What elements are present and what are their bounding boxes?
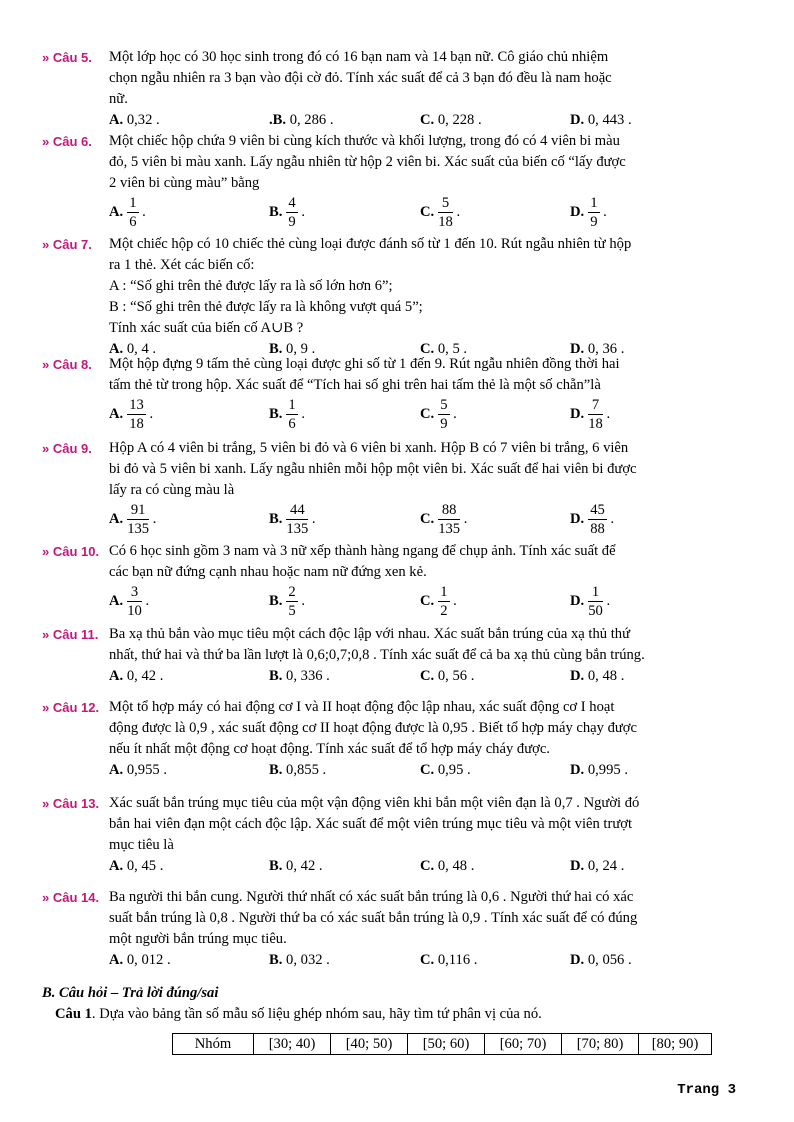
fraction-numerator: 4 xyxy=(288,195,296,211)
question-tag: » Câu 7. xyxy=(42,237,92,252)
fraction xyxy=(588,501,607,538)
answer-options xyxy=(109,856,742,878)
option-label: B. xyxy=(269,668,283,684)
fraction-denominator: 9 xyxy=(590,214,598,230)
table-cell: [70; 80) xyxy=(562,1034,639,1055)
option-label: C. xyxy=(420,341,435,357)
option-label: C. xyxy=(420,204,435,220)
option-label: D. xyxy=(570,668,585,684)
fraction-numerator: 44 xyxy=(286,501,308,520)
option-label: A. xyxy=(109,204,124,220)
answer-options xyxy=(109,760,742,782)
question-text-line: 2 viên bi cùng màu” bằng xyxy=(109,175,260,191)
option-value: 0, 286 . xyxy=(289,112,334,128)
question-text-line: Ba xạ thủ bắn vào mục tiêu một cách độc lập với nhau. Xác suất bắn trúng của xạ thủ thứ xyxy=(109,626,630,642)
option-value: 0, 228 . xyxy=(437,112,482,128)
question-tag: » Câu 9. xyxy=(42,441,92,456)
option-label: A. xyxy=(109,668,124,684)
answer-option[interactable]: B. $\frac{4}{9}$ . xyxy=(269,195,305,230)
question-text-line: bắn hai viên đạn một cách độc lập. Xác suất để một viên trúng mục tiêu và một viên trượt xyxy=(109,816,633,832)
answer-options xyxy=(109,194,742,236)
option-label: B. xyxy=(269,952,283,968)
fraction-denominator: 135 xyxy=(438,521,461,537)
table-cell: [40; 50) xyxy=(331,1034,408,1055)
option-label: C. xyxy=(420,112,435,128)
fraction xyxy=(588,396,603,433)
option-value: 0, 012 . xyxy=(126,952,171,968)
fraction xyxy=(438,583,449,620)
answer-options xyxy=(109,583,742,625)
fraction-numerator: 3 xyxy=(127,583,142,602)
question-8 xyxy=(42,354,742,438)
option-label: B. xyxy=(269,511,283,527)
answer-option[interactable]: D. $\frac{1}{50}$ . xyxy=(570,584,611,619)
fraction-denominator: 18 xyxy=(588,416,603,432)
fraction xyxy=(588,583,603,620)
option-value: 0, 56 . xyxy=(437,668,475,684)
fraction-numerator: 88 xyxy=(438,501,460,520)
question-text-line: Có 6 học sinh gồm 3 nam và 3 nữ xếp thành hàng ngang để chụp ảnh. Tính xác suất để xyxy=(109,543,616,559)
fraction-numerator: 7 xyxy=(588,396,603,415)
answer-option[interactable] xyxy=(570,856,624,877)
question-text-line: Một chiếc hộp chứa 9 viên bi cùng kích thước và khối lượng, trong đó có 4 viên bi màu xyxy=(109,133,620,149)
question-14 xyxy=(42,887,742,972)
question-text-line: A : “Số ghi trên thẻ được lấy ra là số lớn hơn 6”; xyxy=(109,278,393,294)
question-text-line: suất bắn trúng là 0,8 . Người thứ ba có xác suất bắn trúng là 0,9 . Tính xác suất để có đúng xyxy=(109,910,638,926)
fraction-denominator: 9 xyxy=(288,214,296,230)
answer-options xyxy=(109,110,742,132)
answer-option[interactable]: C. $\frac{5}{18}$ . xyxy=(420,195,461,230)
answer-option[interactable]: B. $\frac{1}{6}$ . xyxy=(269,397,305,432)
option-label: B. xyxy=(269,204,283,220)
question-text-line: mục tiêu là xyxy=(109,837,174,853)
option-label: A. xyxy=(109,858,124,874)
fraction xyxy=(286,194,297,231)
question-text-line: bi đỏ và 5 viên bi xanh. Lấy ngẫu nhiên mỗi hộp một viên bi. Xác suất để hai viên bi được xyxy=(109,461,637,477)
question-text-line: B : “Số ghi trên thẻ được lấy ra là không vượt quá 5”; xyxy=(109,299,423,315)
question-text-line: tấm thẻ từ trong hộp. Xác suất để “Tích hai số ghi trên hai tấm thẻ là một số chẵn”là xyxy=(109,377,601,393)
table-row xyxy=(173,1034,712,1055)
fraction-numerator: 1 xyxy=(129,195,137,211)
question-text-line: đỏ, 5 viên bi màu xanh. Lấy ngẫu nhiên từ hộp 2 viên bi. Xác suất của biến cố “lấy được xyxy=(109,154,626,170)
answer-option[interactable] xyxy=(109,666,163,687)
option-label: D. xyxy=(570,762,585,778)
answer-option[interactable] xyxy=(420,666,474,687)
question-text-line: nếu ít nhất một động cơ hoạt động. Tính xác suất để tổ hợp máy cháy được. xyxy=(109,741,550,757)
answer-options xyxy=(109,396,742,438)
option-label: .B. xyxy=(269,112,287,128)
question-tag: » Câu 6. xyxy=(42,134,92,149)
fraction xyxy=(127,583,142,620)
answer-option[interactable]: D. $\frac{7}{18}$ . xyxy=(570,397,611,432)
fraction xyxy=(127,194,138,231)
option-value: 0, 4 . xyxy=(126,341,157,357)
answer-option[interactable] xyxy=(570,110,632,131)
option-label: A. xyxy=(109,762,124,778)
question-13 xyxy=(42,793,742,878)
question-text-line: nhất, thứ hai và thứ ba lần lượt là 0,6;0,7;0,8 . Tính xác suất để cả ba xạ thủ cùng bắn trúng. xyxy=(109,647,645,663)
page-number: Trang 3 xyxy=(677,1082,736,1098)
table-cell: [50; 60) xyxy=(408,1034,485,1055)
fraction xyxy=(127,396,146,433)
option-value: 0, 056 . xyxy=(587,952,632,968)
fraction xyxy=(588,194,599,231)
option-label: B. xyxy=(269,406,283,422)
fraction-numerator: 1 xyxy=(590,195,598,211)
answer-option[interactable] xyxy=(420,110,482,131)
question-text-line: Một tổ hợp máy có hai động cơ I và II hoạt động độc lập nhau, xác suất động cơ I hoạt xyxy=(109,699,615,715)
fraction xyxy=(438,396,449,433)
answer-option[interactable] xyxy=(109,950,171,971)
option-label: D. xyxy=(570,112,585,128)
answer-option[interactable] xyxy=(269,950,330,971)
option-value: 0, 48 . xyxy=(587,668,625,684)
fraction xyxy=(438,194,453,231)
fraction xyxy=(438,501,460,538)
option-label: B. xyxy=(269,593,283,609)
answer-option[interactable]: C. $\frac{1}{2}$ . xyxy=(420,584,457,619)
answer-option[interactable] xyxy=(570,760,628,781)
option-value: 0,855 . xyxy=(286,762,327,778)
option-label: C. xyxy=(420,511,435,527)
option-value: 0, 336 . xyxy=(286,668,330,684)
question-tag: » Câu 14. xyxy=(42,890,100,905)
answer-option[interactable]: B. $\frac{2}{5}$ . xyxy=(269,584,305,619)
answer-option[interactable] xyxy=(420,760,471,781)
option-label: D. xyxy=(570,952,585,968)
answer-option[interactable]: A. $\frac{13}{18}$ . xyxy=(109,397,154,432)
question-tag: » Câu 11. xyxy=(42,627,99,642)
option-value: 0,995 . xyxy=(587,762,628,778)
answer-option[interactable] xyxy=(420,856,474,877)
option-label: D. xyxy=(570,341,585,357)
answer-options xyxy=(109,950,742,972)
option-value: 0, 032 . xyxy=(286,952,330,968)
question-5 xyxy=(42,47,742,132)
option-label: C. xyxy=(420,668,435,684)
option-label: B. xyxy=(269,858,283,874)
frequency-table xyxy=(172,1033,712,1055)
answer-option[interactable] xyxy=(269,110,333,131)
question-6 xyxy=(42,131,742,236)
answer-option[interactable]: B. $\frac{44}{135}$ . xyxy=(269,502,316,537)
answer-option[interactable] xyxy=(570,666,624,687)
question-text-line: Tính xác suất của biến cố A∪B ? xyxy=(109,320,304,336)
section-title: B. Câu hỏi – Trả lời đúng/sai xyxy=(42,985,219,1001)
option-value: 0, 443 . xyxy=(587,112,632,128)
option-label: B. xyxy=(269,341,283,357)
answer-option[interactable] xyxy=(109,760,167,781)
question-1-text: . Dựa vào bảng tần số mẫu số liệu ghép nhóm sau, hãy tìm tứ phân vị của nó. xyxy=(91,1006,542,1022)
question-text-line: các bạn nữ đứng cạnh nhau hoặc nam nữ đứng xen kẻ. xyxy=(109,564,427,580)
option-value: 0, 45 . xyxy=(126,858,164,874)
answer-option[interactable] xyxy=(269,856,323,877)
table-header-cell: Nhóm xyxy=(173,1034,254,1055)
answer-option[interactable]: C. $\frac{5}{9}$ . xyxy=(420,397,457,432)
answer-option[interactable] xyxy=(109,110,160,131)
option-label: A. xyxy=(109,952,124,968)
option-value: 0, 48 . xyxy=(437,858,475,874)
question-text-line: Một chiếc hộp có 10 chiếc thẻ cùng loại được đánh số từ 1 đến 10. Rút ngẫu nhiên từ hộp xyxy=(109,236,632,252)
option-label: A. xyxy=(109,341,124,357)
option-value: 0,95 . xyxy=(437,762,471,778)
table-cell: [30; 40) xyxy=(254,1034,331,1055)
question-1-statement xyxy=(55,1006,542,1023)
answer-options xyxy=(109,501,742,543)
question-12 xyxy=(42,697,742,782)
answer-option[interactable]: D. $\frac{1}{9}$ . xyxy=(570,195,607,230)
answer-option[interactable]: A. $\frac{1}{6}$ . xyxy=(109,195,146,230)
option-value: 0, 36 . xyxy=(587,341,625,357)
fraction xyxy=(286,396,297,433)
option-label: D. xyxy=(570,858,585,874)
option-label: A. xyxy=(109,593,124,609)
answer-option[interactable] xyxy=(109,856,163,877)
answer-option[interactable] xyxy=(269,760,326,781)
question-1-label: Câu 1 xyxy=(55,1006,92,1022)
option-value: 0,32 . xyxy=(126,112,160,128)
answer-option[interactable]: C. $\frac{88}{135}$ . xyxy=(420,502,468,537)
fraction-numerator: 1 xyxy=(288,397,296,413)
fraction-denominator: 5 xyxy=(288,603,296,619)
fraction-denominator: 9 xyxy=(440,416,448,432)
option-label: D. xyxy=(570,511,585,527)
option-label: C. xyxy=(420,593,435,609)
answer-option[interactable] xyxy=(570,950,632,971)
fraction-denominator: 6 xyxy=(129,214,137,230)
option-label: C. xyxy=(420,858,435,874)
question-text-line: Xác suất bắn trúng mục tiêu của một vận động viên khi bắn một viên đạn là 0,7 . Người đó xyxy=(109,795,640,811)
fraction-numerator: 91 xyxy=(127,501,149,520)
question-tag: » Câu 10. xyxy=(42,544,100,559)
option-label: D. xyxy=(570,406,585,422)
table-cell: [80; 90) xyxy=(639,1034,712,1055)
option-value: 0,116 . xyxy=(437,952,478,968)
question-9 xyxy=(42,438,742,543)
option-label: C. xyxy=(420,952,435,968)
question-tag: » Câu 8. xyxy=(42,357,92,372)
answer-option[interactable]: A. $\frac{3}{10}$ . xyxy=(109,584,150,619)
option-value: 0,955 . xyxy=(126,762,167,778)
option-label: C. xyxy=(420,406,435,422)
option-value: 0, 5 . xyxy=(437,341,468,357)
fraction-denominator: 135 xyxy=(286,521,309,537)
fraction-denominator: 18 xyxy=(438,214,453,230)
fraction xyxy=(127,501,149,538)
option-label: A. xyxy=(109,406,124,422)
question-text-line: Một lớp học có 30 học sinh trong đó có 16 bạn nam và 14 bạn nữ. Cô giáo chủ nhiệm xyxy=(109,49,609,65)
option-value: 0, 24 . xyxy=(587,858,625,874)
fraction-denominator: 135 xyxy=(127,521,150,537)
fraction-numerator: 5 xyxy=(440,397,448,413)
option-label: B. xyxy=(269,762,283,778)
fraction-numerator: 5 xyxy=(438,194,453,213)
question-tag: » Câu 5. xyxy=(42,50,92,65)
fraction-denominator: 50 xyxy=(588,603,603,619)
option-label: D. xyxy=(570,204,585,220)
question-7 xyxy=(42,234,742,361)
question-text-line: Một hộp đựng 9 tấm thẻ cùng loại được ghi số từ 1 đến 9. Rút ngẫu nhiên đồng thời hai xyxy=(109,356,620,372)
option-value: 0, 9 . xyxy=(286,341,316,357)
option-value: 0, 42 . xyxy=(126,668,164,684)
option-value: 0, 42 . xyxy=(286,858,323,874)
table-cell: [60; 70) xyxy=(485,1034,562,1055)
answer-option[interactable]: D. $\frac{45}{88}$ . xyxy=(570,502,615,537)
fraction-numerator: 2 xyxy=(288,584,296,600)
question-text-line: chọn ngẫu nhiên ra 3 bạn vào đội cờ đỏ. Tính xác suất để cả 3 bạn đó đều là nam hoặc xyxy=(109,70,612,86)
answer-option[interactable] xyxy=(420,950,477,971)
option-label: C. xyxy=(420,762,435,778)
fraction-numerator: 1 xyxy=(588,583,603,602)
answer-option[interactable]: A. $\frac{91}{135}$ . xyxy=(109,502,157,537)
answer-option[interactable] xyxy=(269,666,330,687)
fraction-denominator: 6 xyxy=(288,416,296,432)
question-10 xyxy=(42,541,742,625)
question-tag: » Câu 12. xyxy=(42,700,100,715)
fraction-numerator: 13 xyxy=(129,397,144,413)
fraction xyxy=(286,583,297,620)
question-text-line: nữ. xyxy=(109,91,128,107)
answer-options xyxy=(109,666,742,688)
fraction-denominator: 10 xyxy=(127,603,142,619)
question-11 xyxy=(42,624,742,688)
option-label: A. xyxy=(109,112,124,128)
question-text-line: một người bắn trúng mục tiêu. xyxy=(109,931,287,947)
fraction-denominator: 18 xyxy=(129,416,144,432)
fraction-numerator: 45 xyxy=(590,502,605,518)
question-text-line: ra 1 thẻ. Xét các biến cố: xyxy=(109,257,255,273)
question-text-line: lấy ra có cùng màu là xyxy=(109,482,235,498)
option-label: A. xyxy=(109,511,124,527)
fraction-denominator: 88 xyxy=(590,521,605,537)
fraction xyxy=(286,501,308,538)
option-label: D. xyxy=(570,593,585,609)
question-text-line: động được là 0,9 , xác suất động cơ II hoạt động được là 0,95 . Biết tổ hợp máy chạy được xyxy=(109,720,637,736)
fraction-numerator: 1 xyxy=(440,584,448,600)
question-text-line: Hộp A có 4 viên bi trắng, 5 viên bi đỏ và 6 viên bi xanh. Hộp B có 7 viên bi trắng, 6 viên xyxy=(109,440,629,456)
fraction-denominator: 2 xyxy=(440,603,448,619)
question-text-line: Ba người thi bắn cung. Người thứ nhất có xác suất bắn trúng là 0,6 . Người thứ hai có xác xyxy=(109,889,634,905)
question-tag: » Câu 13. xyxy=(42,796,100,811)
